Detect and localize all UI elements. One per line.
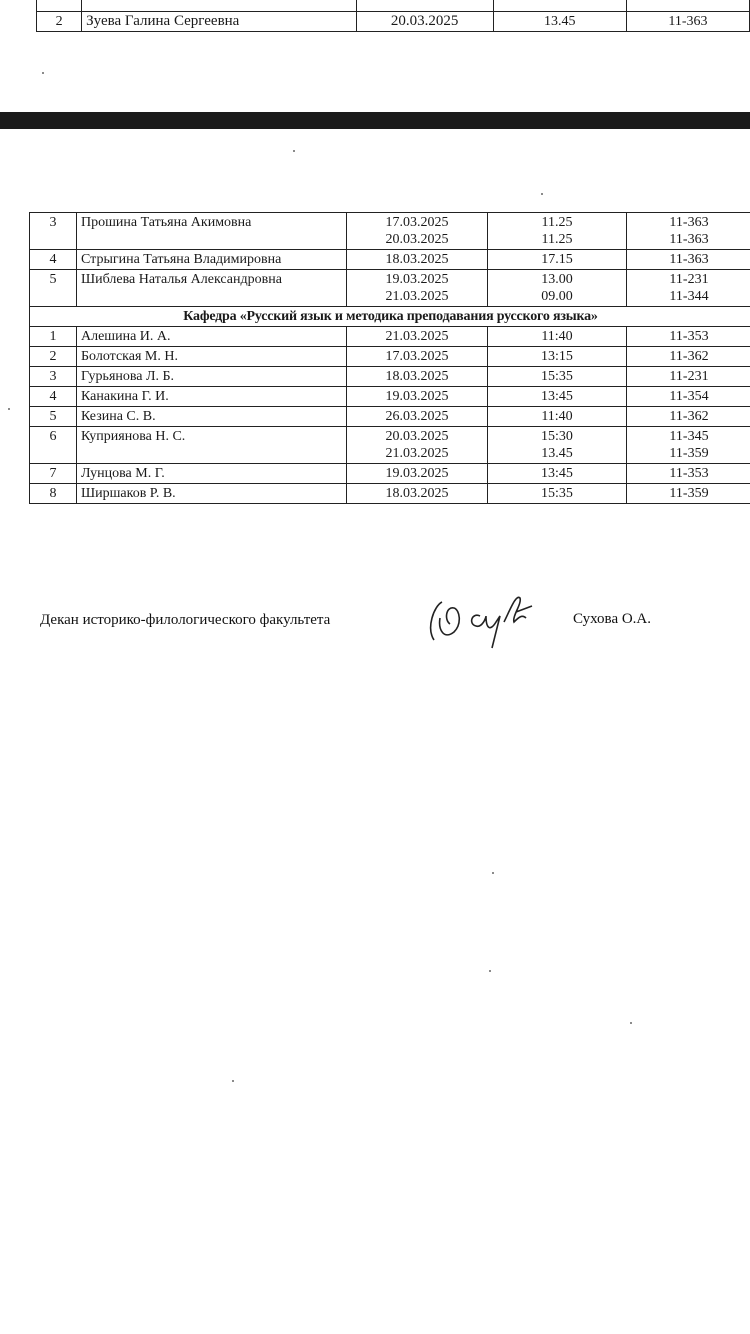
teacher-name-cell: Алешина И. А. <box>77 327 347 347</box>
scan-speck <box>42 72 44 74</box>
handwritten-signature <box>420 588 550 658</box>
scan-speck <box>492 872 494 874</box>
exam-time: 13:45 <box>541 466 573 481</box>
exam-date: 19.03.2025 <box>385 466 449 481</box>
exam-date: 20.03.2025 <box>385 232 449 247</box>
exam-time-cell <box>488 347 627 367</box>
exam-time-cell <box>488 213 627 250</box>
exam-time: 13.00 <box>541 272 573 287</box>
exam-room-cell <box>627 427 750 464</box>
signer-title: Декан историко-филологического факультета <box>40 612 331 628</box>
scan-speck <box>232 1080 234 1082</box>
exam-date-cell <box>347 387 488 407</box>
department-1-rows <box>30 213 750 307</box>
cell <box>356 0 493 12</box>
exam-room: 11-363 <box>669 252 709 267</box>
exam-date-cell <box>347 213 488 250</box>
department-title: Кафедра «Русский язык и методика преподавания русского языка» <box>30 307 750 327</box>
exam-date-cell <box>347 464 488 484</box>
department-header <box>30 307 750 327</box>
row-number-cell: 4 <box>30 250 77 270</box>
row-number-cell: 4 <box>30 387 77 407</box>
exam-date: 26.03.2025 <box>385 409 449 424</box>
exam-time: 11:40 <box>541 329 573 344</box>
exam-room-cell <box>627 213 750 250</box>
exam-time: 13:15 <box>541 349 573 364</box>
teacher-name-cell: Кезина С. В. <box>77 407 347 427</box>
exam-time: 15:30 <box>541 429 573 444</box>
table-row <box>30 367 750 387</box>
exam-time: 11.25 <box>541 232 573 247</box>
exam-room: 11-363 <box>669 215 709 230</box>
exam-room: 11-354 <box>669 389 709 404</box>
exam-time: 17.15 <box>541 252 573 267</box>
teacher-name-cell: Прошина Татьяна Акимовна <box>77 213 347 250</box>
exam-time-cell <box>488 464 627 484</box>
row-number-cell: 5 <box>30 270 77 307</box>
exam-date-cell <box>347 407 488 427</box>
exam-time: 13.45 <box>493 12 626 32</box>
exam-date: 21.03.2025 <box>385 289 449 304</box>
exam-date-cell <box>347 250 488 270</box>
exam-time: 09.00 <box>541 289 573 304</box>
exam-time: 15:35 <box>541 486 573 501</box>
cell <box>82 0 356 12</box>
exam-date: 17.03.2025 <box>385 215 449 230</box>
exam-room: 11-353 <box>669 466 709 481</box>
row-number-cell: 8 <box>30 484 77 504</box>
exam-room-cell <box>627 407 750 427</box>
table-row <box>30 250 750 270</box>
signature-block <box>0 608 750 648</box>
exam-time-cell <box>488 367 627 387</box>
teacher-name-cell: Куприянова Н. С. <box>77 427 347 464</box>
exam-room: 11-363 <box>626 12 749 32</box>
exam-date: 21.03.2025 <box>385 446 449 461</box>
department-2-rows <box>30 327 750 504</box>
scan-speck <box>630 1022 632 1024</box>
exam-time: 11.25 <box>541 215 573 230</box>
exam-room-cell <box>627 464 750 484</box>
exam-room-cell <box>627 327 750 347</box>
top-schedule-table <box>36 0 750 32</box>
exam-room: 11-231 <box>669 272 709 287</box>
exam-date: 18.03.2025 <box>385 252 449 267</box>
table-row <box>37 12 750 32</box>
exam-room: 11-344 <box>669 289 709 304</box>
table-row <box>30 407 750 427</box>
cell <box>37 0 82 12</box>
exam-room-cell <box>627 347 750 367</box>
teacher-name-cell: Канакина Г. И. <box>77 387 347 407</box>
signer-name: Сухова О.А. <box>573 611 652 627</box>
exam-time: 15:35 <box>541 369 573 384</box>
table-row <box>30 484 750 504</box>
exam-time-cell <box>488 270 627 307</box>
row-number-cell: 6 <box>30 427 77 464</box>
exam-date: 19.03.2025 <box>385 389 449 404</box>
exam-time: 11:40 <box>541 409 573 424</box>
row-number-cell: 7 <box>30 464 77 484</box>
exam-room: 11-231 <box>669 369 709 384</box>
teacher-name: Зуева Галина Сергеевна <box>82 12 356 32</box>
table-row <box>30 464 750 484</box>
exam-date: 20.03.2025 <box>356 12 493 32</box>
exam-room: 11-359 <box>669 446 709 461</box>
row-number: 2 <box>37 12 82 32</box>
exam-room: 11-345 <box>669 429 709 444</box>
table-row <box>30 307 750 327</box>
exam-time-cell <box>488 427 627 464</box>
exam-date: 18.03.2025 <box>385 486 449 501</box>
teacher-name-cell: Гурьянова Л. Б. <box>77 367 347 387</box>
scan-speck <box>541 193 543 195</box>
exam-time-cell <box>488 250 627 270</box>
exam-room-cell <box>627 484 750 504</box>
page-divider <box>0 112 750 129</box>
exam-room: 11-359 <box>669 486 709 501</box>
exam-room: 11-363 <box>669 232 709 247</box>
teacher-name-cell: Болотская М. Н. <box>77 347 347 367</box>
row-number-cell: 5 <box>30 407 77 427</box>
row-number-cell: 3 <box>30 213 77 250</box>
exam-room-cell <box>627 250 750 270</box>
teacher-name-cell: Лунцова М. Г. <box>77 464 347 484</box>
table-row <box>30 327 750 347</box>
scan-speck <box>8 408 10 410</box>
exam-date-cell <box>347 367 488 387</box>
teacher-name-cell: Стрыгина Татьяна Владимировна <box>77 250 347 270</box>
exam-room-cell <box>627 270 750 307</box>
schedule-table <box>29 212 750 504</box>
row-number-cell: 3 <box>30 367 77 387</box>
cell <box>493 0 626 12</box>
teacher-name-cell: Шиблева Наталья Александровна <box>77 270 347 307</box>
exam-date-cell <box>347 270 488 307</box>
exam-time: 13:45 <box>541 389 573 404</box>
teacher-name-cell: Ширшаков Р. В. <box>77 484 347 504</box>
exam-room: 11-362 <box>669 409 709 424</box>
exam-date-cell <box>347 327 488 347</box>
table-row <box>30 347 750 367</box>
exam-time-cell <box>488 387 627 407</box>
exam-room: 11-353 <box>669 329 709 344</box>
table-row <box>37 0 750 12</box>
exam-room: 11-362 <box>669 349 709 364</box>
exam-date: 19.03.2025 <box>385 272 449 287</box>
row-number-cell: 2 <box>30 347 77 367</box>
table-row <box>30 427 750 464</box>
table-row <box>30 213 750 250</box>
exam-date: 17.03.2025 <box>385 349 449 364</box>
exam-time-cell <box>488 484 627 504</box>
exam-date: 18.03.2025 <box>385 369 449 384</box>
cell <box>626 0 749 12</box>
exam-date: 20.03.2025 <box>385 429 449 444</box>
exam-date-cell <box>347 427 488 464</box>
exam-room-cell <box>627 367 750 387</box>
exam-date: 21.03.2025 <box>385 329 449 344</box>
exam-time-cell <box>488 407 627 427</box>
table-row <box>30 270 750 307</box>
table-row <box>30 387 750 407</box>
exam-time-cell <box>488 327 627 347</box>
exam-date-cell <box>347 347 488 367</box>
scan-speck <box>293 150 295 152</box>
scan-speck <box>489 970 491 972</box>
row-number-cell: 1 <box>30 327 77 347</box>
exam-room-cell <box>627 387 750 407</box>
exam-date-cell <box>347 484 488 504</box>
exam-time: 13.45 <box>541 446 573 461</box>
